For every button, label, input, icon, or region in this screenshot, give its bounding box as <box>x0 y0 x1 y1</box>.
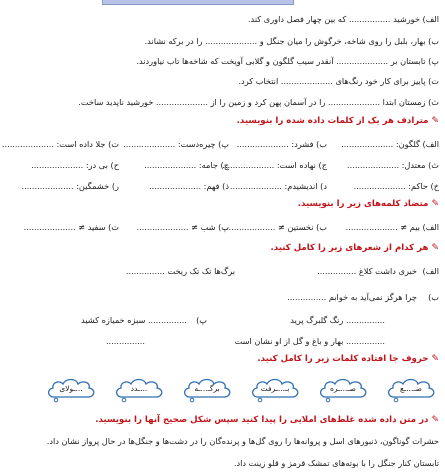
poems-heading <box>271 242 439 254</box>
poem-line-right: چرا هرگز نمی‌آید به خوابم ............... <box>287 292 417 302</box>
synonym-cell: ث) معتدل: .................... <box>347 160 439 170</box>
synonym-cell: خ) حاکم: .................... <box>353 181 439 191</box>
synonym-cell: ت) جلا داده است: .................... <box>1 139 119 149</box>
synonym-cell: پ) چیره‌دست: .................... <box>123 139 229 149</box>
cloud-word: صـ...ـره <box>330 384 356 393</box>
antonyms-heading <box>298 198 439 210</box>
pencil-icon: ✎ <box>431 354 439 364</box>
synonyms-title: مترادف هر یک از کلمات داده شده را بنویسید. <box>236 116 429 126</box>
poem-line-right: ............... بهار و باغ و گل از او نشان است <box>234 336 385 346</box>
antonyms-title: متضاد کلمه‌های زیر را بنویسید. <box>297 199 429 209</box>
spelling-paragraph-line-2: تابستان کنار جنگل را با بوته‌های تمشک قرمز و قلو زینت داد. <box>233 458 439 468</box>
missing-letters-title: حروف جا افتاده کلمات زیر را کامل کنید. <box>257 354 429 364</box>
poem-line-left: ............... سبزه خمیازه کشید <box>81 315 187 325</box>
pencil-icon: ✎ <box>431 116 439 126</box>
poem-label: پ) <box>196 315 207 325</box>
word-cloud <box>316 377 370 403</box>
poem-label: الف) <box>422 266 439 276</box>
cloud-word: برگـ...ـه <box>194 384 220 393</box>
synonym-cell: ر) خشمگین: .................... <box>21 181 119 191</box>
fill-item-4: ت) پاییز برای کار خود رنگ‌های .................... انتخاب کرد. <box>238 76 439 86</box>
cloud-word: ...ـدد <box>130 384 148 393</box>
word-cloud <box>384 377 438 403</box>
spelling-paragraph-line-1: حشرات گوناگون، ذنبورهای اسل و پروانه‌ها را روی گل‌ها و پرنده‌گان را در دشت‌ها و جنگل‌ها در حال پرواز نشان داد. <box>46 436 439 446</box>
word-cloud <box>112 377 166 403</box>
pencil-icon: ✎ <box>431 199 439 209</box>
poem-line-right: ............... رنگ گلبرگ پرید <box>290 315 385 325</box>
cloud-word: بـ...ـرفت <box>260 384 290 393</box>
spelling-heading <box>95 414 439 426</box>
antonym-cell: ت) سفید ≠ .................... <box>23 222 119 232</box>
antonym-cell: الف) بیم ≠ .................... <box>345 222 439 232</box>
fill-item-1: الف) خورشید ................ که بین چهار فصل داوری کند. <box>247 14 439 24</box>
synonym-cell: ذ) فهم: .................... <box>149 181 229 191</box>
fill-item-5: ث) زمستان ابتدا .................... را در آسمان پهن کرد و زمین را از .................... خورشید ناپدید ساخت. <box>78 97 439 107</box>
synonym-cell: الف) گلگون: .................... <box>341 139 439 149</box>
top-title-bar <box>102 0 294 5</box>
pencil-icon: ✎ <box>431 415 439 425</box>
word-cloud <box>44 377 98 403</box>
missing-letters-heading <box>257 353 439 365</box>
synonym-cell: ح) بی در: .................... <box>31 160 119 170</box>
synonym-cell: چ) جامه: .................... <box>144 160 229 170</box>
word-cloud <box>180 377 234 403</box>
word-cloud <box>248 377 302 403</box>
cloud-word: ضـ...ـع <box>400 384 422 393</box>
antonym-cell: ب) نخستین ≠ .................... <box>223 222 327 232</box>
synonyms-heading <box>237 115 439 127</box>
spelling-title: در متن داده شده غلط‌های املایی را پیدا کنید سپس شکل صحیح آنها را بنویسید. <box>95 415 429 425</box>
poem-line-right: خبری داشت کلاغ ............... <box>317 266 417 276</box>
poem-line-left: ............... <box>105 336 145 346</box>
poem-label: ب) <box>428 292 439 302</box>
fill-item-2: ب) بهار، بلبل را روی شاخه، خرگوش را میان جنگل و .................... را در برکه نشاند. <box>144 36 439 46</box>
pencil-icon: ✎ <box>431 243 439 253</box>
synonym-cell: ب) فشرد: .................... <box>236 139 327 149</box>
poem-line-left: برگ‌ها تک تک ریخت ............... <box>125 266 235 276</box>
antonym-cell: پ) شب ≠ .................... <box>136 222 229 232</box>
poems-title: هر کدام از شعرهای زیر را کامل کنید. <box>270 243 429 253</box>
synonym-cell: ج) نهاده است: .................... <box>222 160 327 170</box>
synonym-cell: د) اندیشیدم: .................... <box>229 181 327 191</box>
fill-item-3: پ) تابستان بر .................... آنقدر سیب گلگون و گلابی آویخت که شاخه‌ها تاب نیاوردند. <box>136 56 439 66</box>
cloud-word: ...ـولای <box>59 384 83 393</box>
